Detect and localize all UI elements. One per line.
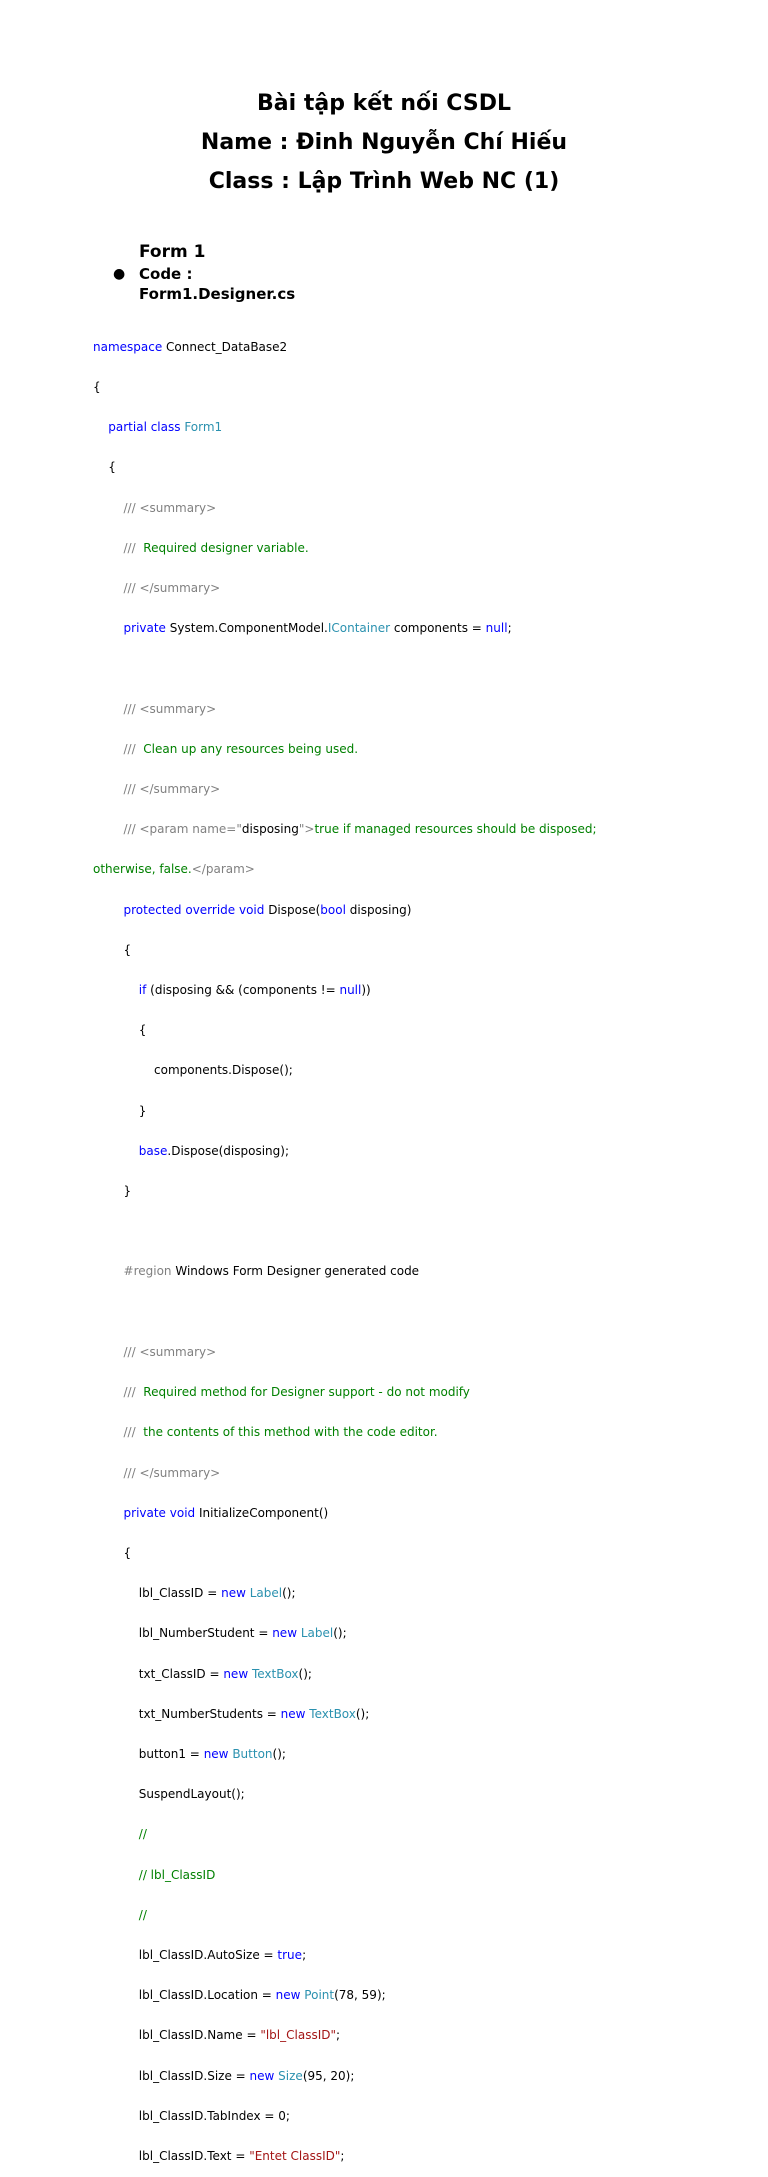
code-line: #region Windows Form Designer generated code <box>123 1264 420 1279</box>
code-line: lbl_ClassID.Size = new Size(95, 20); <box>138 2068 355 2083</box>
code-line: lbl_NumberStudent = new Label(); <box>138 1626 347 1641</box>
code-line: txt_NumberStudents = new TextBox(); <box>138 1706 370 1721</box>
code-line: private void InitializeComponent() <box>123 1505 329 1520</box>
code-line: SuspendLayout(); <box>138 1787 245 1802</box>
document-title: Bài tập kết nối CSDL <box>257 91 511 116</box>
code-line: } <box>138 1103 147 1118</box>
code-line: protected override void Dispose(bool disposing) <box>123 902 412 917</box>
code-line: /// </summary> <box>123 782 221 797</box>
code-line: partial class Form1 <box>108 420 223 435</box>
student-name: Name : Đinh Nguyễn Chí Hiếu <box>200 130 568 155</box>
code-line: /// Required designer variable. <box>123 540 309 555</box>
code-line: otherwise, false.</param> <box>93 862 255 877</box>
code-block <box>93 314 753 2177</box>
code-line: lbl_ClassID.Text = "Entet ClassID"; <box>138 2148 345 2163</box>
code-line: // <box>138 1907 147 1922</box>
student-class: Class : Lập Trình Web NC (1) <box>208 169 560 194</box>
code-line: /// </summary> <box>123 581 221 596</box>
code-line: namespace Connect_DataBase2 <box>93 339 288 354</box>
code-line: { <box>123 942 132 957</box>
code-line: /// the contents of this method with the code editor. <box>123 1425 438 1440</box>
code-line: /// <summary> <box>123 500 217 515</box>
section-heading: Form 1 <box>139 242 206 262</box>
code-line: { <box>108 460 116 475</box>
code-line: base.Dispose(disposing); <box>138 1143 290 1158</box>
code-line: button1 = new Button(); <box>138 1746 286 1761</box>
code-line: } <box>123 1184 132 1199</box>
code-line-blank <box>93 1306 753 1319</box>
code-line: /// <summary> <box>123 1344 217 1359</box>
code-line-blank <box>93 1225 753 1238</box>
code-line: { <box>123 1545 132 1560</box>
code-line: lbl_ClassID = new Label(); <box>138 1586 296 1601</box>
code-line: txt_ClassID = new TextBox(); <box>138 1666 312 1681</box>
bullet-filename: Form1.Designer.cs <box>139 285 296 303</box>
code-line: /// <summary> <box>123 701 217 716</box>
code-line: /// Required method for Designer support - do not modify <box>123 1385 470 1400</box>
code-line: { <box>93 380 101 395</box>
document-header <box>0 84 768 201</box>
bullet-icon: ● <box>113 266 126 282</box>
code-line: // lbl_ClassID <box>138 1867 216 1882</box>
code-line: private System.ComponentModel.IContainer components = null; <box>123 621 512 636</box>
bullet-label: Code : <box>139 265 193 283</box>
code-line: /// </summary> <box>123 1465 221 1480</box>
code-line: components.Dispose(); <box>154 1063 293 1078</box>
code-line: lbl_ClassID.AutoSize = true; <box>138 1947 307 1962</box>
code-line: lbl_ClassID.TabIndex = 0; <box>138 2108 290 2123</box>
code-line: if (disposing && (components != null)) <box>138 983 371 998</box>
code-line: /// Clean up any resources being used. <box>123 741 359 756</box>
code-line: /// <param name="disposing">true if managed resources should be disposed; <box>123 822 597 837</box>
code-line: { <box>138 1023 147 1038</box>
code-line: lbl_ClassID.Name = "lbl_ClassID"; <box>138 2028 341 2043</box>
code-line: // <box>138 1827 147 1842</box>
code-line-blank <box>93 662 753 675</box>
code-line: lbl_ClassID.Location = new Point(78, 59); <box>138 1988 386 2003</box>
